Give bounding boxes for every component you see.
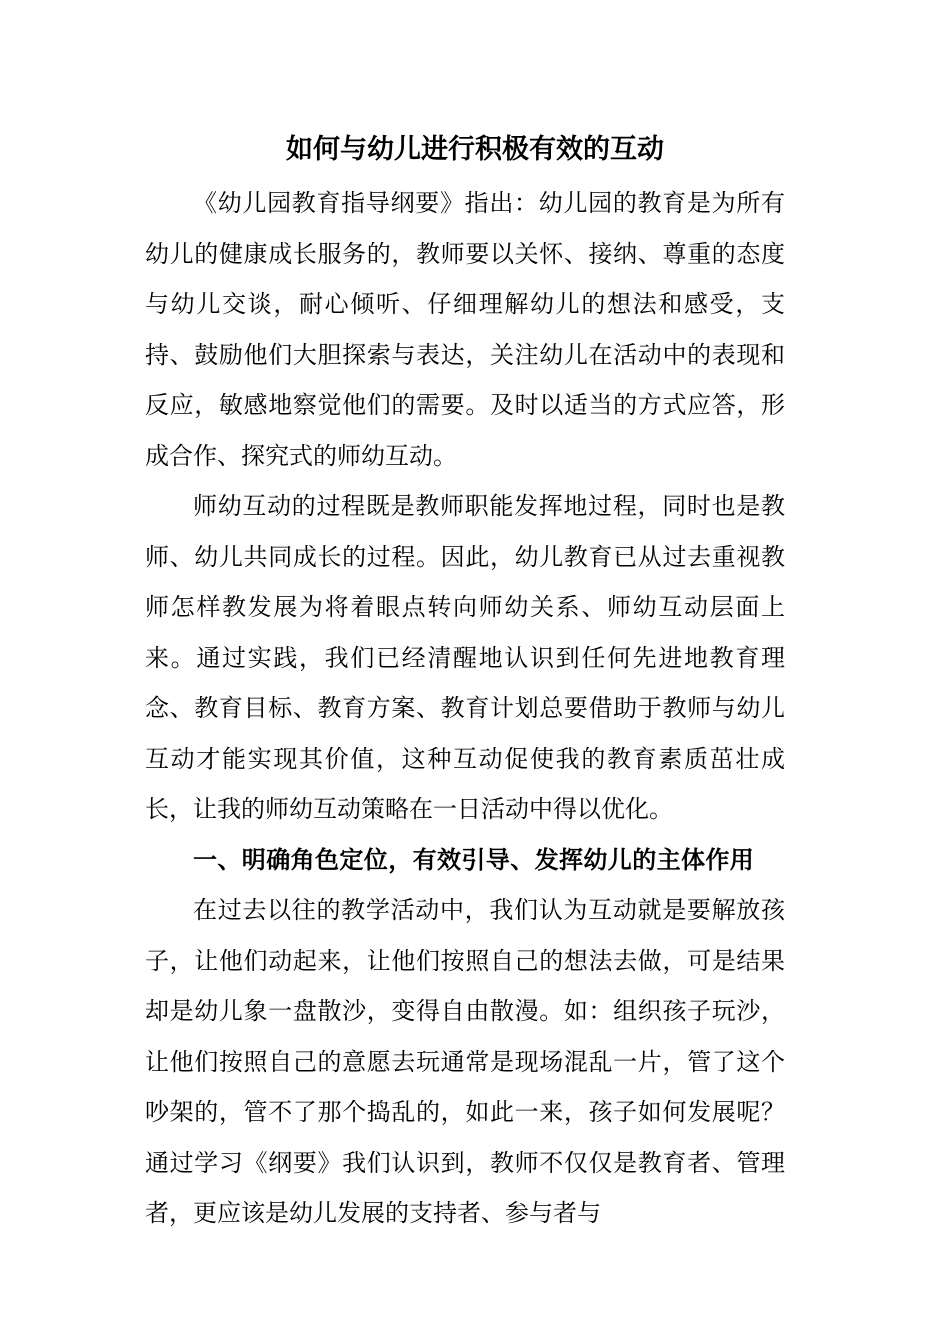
section-heading-1: 一、明确角色定位，有效引导、发挥幼儿的主体作用: [193, 845, 755, 874]
document-title: 如何与幼儿进行积极有效的互动: [286, 134, 664, 165]
document-body: [145, 178, 785, 1239]
paragraph-section-1: 在过去以往的教学活动中，我们认为互动就是要解放孩子，让他们动起来，让他们按照自己的想法去做，可是结果却是幼儿象一盘散沙，变得自由散漫。如：组织孩子玩沙，让他们按照自己的意愿去玩通常是现场混乱一片，管了这个吵架的，管不了那个捣乱的，如此一来，孩子如何发展呢？通过学习《纲要》我们认识到，教师不仅仅是教育者、管理者，更应该是幼儿发展的支持者、参与者与: [145, 896, 785, 1227]
paragraph-teacher-child-interaction: 师幼互动的过程既是教师职能发挥地过程，同时也是教师、幼儿共同成长的过程。因此，幼儿教育已从过去重视教师怎样教发展为将着眼点转向师幼关系、师幼互动层面上来。通过实践，我们已经清醒地认识到任何先进地教育理念、教育目标、教育方案、教育计划总要借助于教师与幼儿互动才能实现其价值，这种互动促使我的教育素质茁壮成长，让我的师幼互动策略在一日活动中得以优化。: [145, 492, 785, 823]
paragraph-guideline-quote: 《幼儿园教育指导纲要》指出：幼儿园的教育是为所有幼儿的健康成长服务的，教师要以关怀、接纳、尊重的态度与幼儿交谈，耐心倾听、仔细理解幼儿的想法和感受，支持、鼓励他们大胆探索与表达，关注幼儿在活动中的表现和反应，敏感地察觉他们的需要。及时以适当的方式应答，形成合作、探究式的师幼互动。: [145, 189, 785, 470]
